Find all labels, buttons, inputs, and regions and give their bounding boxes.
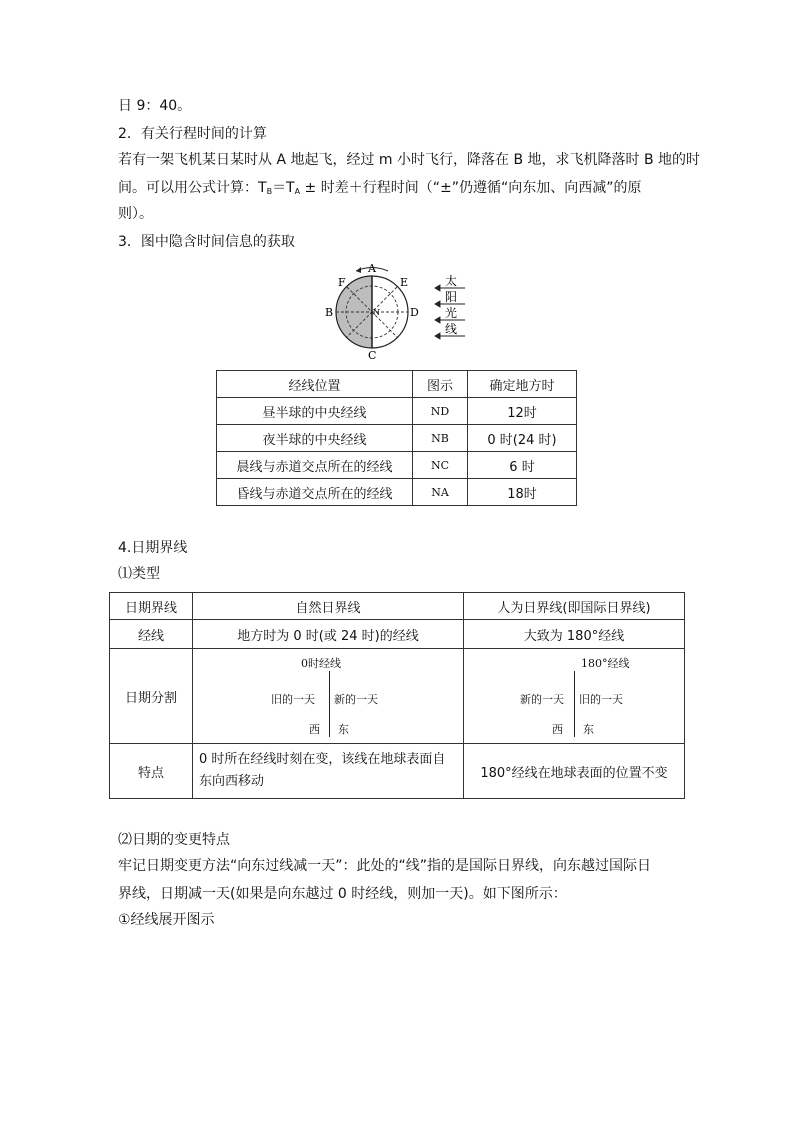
table-row <box>217 398 577 425</box>
point-b: B <box>325 306 334 319</box>
artificial-right-label: 旧的一天 <box>579 693 623 706</box>
heading-types: ⑴类型 <box>118 566 160 582</box>
artificial-meridian-line <box>574 671 575 737</box>
header-cell: 图示 <box>413 371 468 398</box>
table-cell: 大致为 180°经线 <box>464 620 685 649</box>
text-line-10: 牢记日期变更方法“向东过线减一天”：此处的“线”指的是国际日界线，向东越过国际日 <box>118 858 652 874</box>
point-f: F <box>338 276 346 289</box>
formula-sub-a: A <box>294 187 301 196</box>
rotation-arrowhead-icon <box>356 267 361 273</box>
table-cell: 0 时(24 时) <box>468 425 577 452</box>
heading-hidden-time: 3．图中隐含时间信息的获取 <box>118 234 295 250</box>
text-line-11: 界线，日期减一天(如果是向东越过 0 时经线，则加一天)。如下图所示： <box>118 886 567 902</box>
table-row <box>110 649 685 744</box>
table-row <box>217 371 577 398</box>
table-cell: 夜半球的中央经线 <box>217 425 413 452</box>
table-cell: 12时 <box>468 398 577 425</box>
table-cell: 晨线与赤道交点所在的经线 <box>217 452 413 479</box>
formula-line <box>118 178 641 202</box>
sun-char-1: 太 <box>445 274 458 288</box>
table-cell: NC <box>413 452 468 479</box>
table-cell: 昼半球的中央经线 <box>217 398 413 425</box>
point-c: C <box>368 349 377 362</box>
header-cell: 自然日界线 <box>193 593 464 620</box>
natural-left-label: 旧的一天 <box>271 693 315 706</box>
point-e: E <box>400 276 409 289</box>
heading-date-change: ⑵日期的变更特点 <box>118 832 230 848</box>
heading-travel-time: 2．有关行程时间的计算 <box>118 126 267 142</box>
table-cell: 特点 <box>110 744 193 799</box>
table-cell: NB <box>413 425 468 452</box>
earth-diagram <box>320 258 480 364</box>
natural-date-diagram <box>193 649 464 744</box>
text-line-12: ①经线展开图示 <box>118 912 215 928</box>
natural-west-label: 西 <box>309 723 320 736</box>
formula-part-c: ± 时差＋行程时间（“±”仍遵循“向东加、向西减”的原 <box>300 180 642 196</box>
natural-right-label: 新的一天 <box>334 693 378 706</box>
formula-part-a: 间。可以用公式计算：T <box>118 180 267 196</box>
table-cell: 18时 <box>468 479 577 506</box>
formula-sub-b: B <box>266 187 273 196</box>
header-cell: 日期界线 <box>110 593 193 620</box>
sun-char-4: 线 <box>445 322 458 336</box>
sun-char-2: 阳 <box>445 290 458 304</box>
point-d: D <box>410 306 419 319</box>
table-row <box>110 593 685 620</box>
artificial-left-label: 新的一天 <box>520 693 564 706</box>
sun-char-3: 光 <box>445 306 458 320</box>
meridian-time-table <box>216 370 577 506</box>
artificial-east-label: 东 <box>583 723 594 736</box>
table-cell: ND <box>413 398 468 425</box>
table-cell: 日期分割 <box>110 649 193 744</box>
table-row <box>217 425 577 452</box>
heading-date-line: 4.日期界线 <box>118 540 188 556</box>
table-row <box>217 452 577 479</box>
date-line-table <box>109 592 685 799</box>
table-cell: 180°经线在地球表面的位置不变 <box>464 744 685 799</box>
text-line-5: 则）。 <box>118 206 153 222</box>
formula-part-b: ＝T <box>272 180 295 196</box>
natural-title: 0时经线 <box>301 657 341 670</box>
table-cell: NA <box>413 479 468 506</box>
text-line-1: 日 9：40。 <box>118 98 192 114</box>
artificial-date-diagram <box>464 649 685 744</box>
text-line-3: 若有一架飞机某日某时从 A 地起飞，经过 m 小时飞行，降落在 B 地，求飞机降落时 B 地的时 <box>118 152 701 168</box>
table-row <box>217 479 577 506</box>
table-cell: 经线 <box>110 620 193 649</box>
table-cell: 6 时 <box>468 452 577 479</box>
table-cell: 地方时为 0 时(或 24 时)的经线 <box>193 620 464 649</box>
table-cell: 0 时所在经线时刻在变，该线在地球表面自东向西移动 <box>193 744 464 799</box>
header-cell: 人为日界线(即国际日界线) <box>464 593 685 620</box>
point-a: A <box>368 262 376 275</box>
table-cell: 昏线与赤道交点所在的经线 <box>217 479 413 506</box>
artificial-west-label: 西 <box>552 723 563 736</box>
header-cell: 经线位置 <box>217 371 413 398</box>
artificial-title: 180°经线 <box>581 657 630 670</box>
header-cell: 确定地方时 <box>468 371 577 398</box>
point-n: N <box>373 308 380 317</box>
table-row <box>110 744 685 799</box>
natural-east-label: 东 <box>338 723 349 736</box>
table-row <box>110 620 685 649</box>
natural-meridian-line <box>329 671 330 737</box>
